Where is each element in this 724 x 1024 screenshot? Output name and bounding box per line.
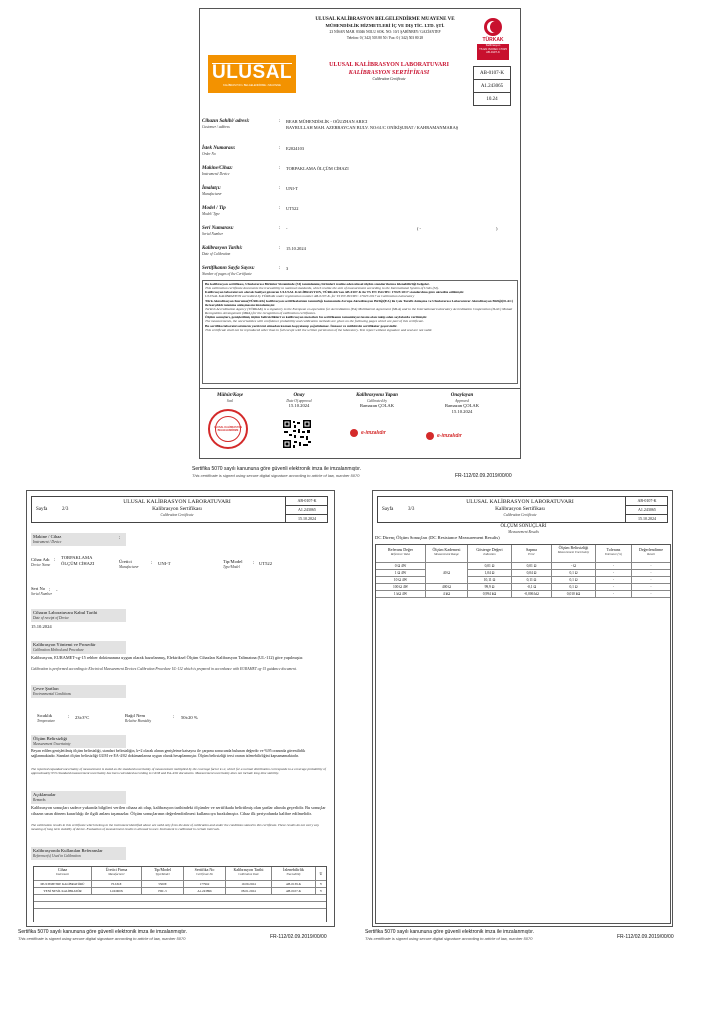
lab-title: ULUSAL KALİBRASYON LABORATUVARI — [466, 499, 574, 505]
cert-title: Kalibrasyon Sertifikası — [495, 506, 545, 512]
note-8: The measurements, the uncertainties with confidence probability and calibration methods are given on the following pages which are part of this certificate. — [205, 319, 424, 324]
cert-no: A1.243065 — [626, 506, 668, 515]
page3-footer-en: This certificate is signed using secure digital signature according to article of law, number 5070 — [365, 936, 533, 941]
result-row-1: 0 Ω 4W — [376, 563, 426, 570]
turkak-label: TÜRKAK — [482, 37, 504, 43]
page-value: 2/3 — [62, 507, 69, 512]
references-section-header: Kalibrasyonda Kullanılan Referanslar Reference(s) Used in Calibration — [31, 847, 126, 860]
page-value: 3/3 — [408, 507, 415, 512]
page2-footer: Sertifika 5070 sayılı kanununa göre güvenli elektronik imza ile imzalanmıştır. — [18, 929, 187, 935]
result-row-3: 10 Ω 4W — [376, 577, 426, 584]
page2-header — [31, 496, 328, 523]
manufacturer-value: UNI-T — [158, 561, 171, 566]
month: 10.24 — [486, 97, 498, 102]
references-table: Cihaz Instrument Üretici Firma Manufacturer Tip/Model Type/Model Sertifika No Certificate No Kalibrasyon Tarihi Calibration Date İzlenebilirlik Traceability U MULTIMETRE KALİBRATÖRÜ FLUKE 5500E 177962 19.09.2024 AB-0139-K Y YENİ NESİL KALİBRATÖR LOOMIX HIC-3 A1.243896 08.01.2024 AB-0107-K Y — [33, 866, 327, 922]
serial-paren-close: ) — [496, 226, 498, 231]
note-7: Ölçüm sonuçları, genişletilmiş ölçüm belirsizlikleri ve kalibrasyon metotları bu sertifikanın tamamlayıcı kısmı olan takip eden sayfalarda verilmiştir. — [205, 315, 428, 320]
org-header — [295, 17, 475, 41]
certificate-page-1: ULUSAL KALİBRASYON BELGELENDİRME MUAYENE VE MÜHENDİSLİK HİZMETLERİ İÇ VE DIŞ TİC. LTD. ŞTİ. 23 NİSAN MAH. 83046 NOLU SOK. NO: 10/1 ŞAHİNBEY/ GAZİANTEP Telefon: 0 ( 342) 503 80 50 / Fax: 0 ( 342) 503 80 28 TÜRKAK Kalibrasyon TS EN ISO/IEC 17025 AB-0107-K ULUSAL KALİBRASYON • BELGELENDİRME • MUAYENE ULUSAL KALİBRASYON LABORATUVARI KALİBRASYON SERTİFİKASI Calibration Certificate AB-0107-K A1.243065 10.24 Cihazın Sahibi/ adresi: Customer / address : BEAR MÜHENDİSLİK - OĞUZHAN ARICI BAYRULLAH MAH. AZERBAYCAN BULV. NO:61/C ONİKİŞUBAT / KAHRAMANMARAŞ İstek Numarası: Order No : E2024103 Makine/Cihaz: Instrument/ Device : TORPAKLAMA ÖLÇÜM CİHAZI İmalatçı: Manufacturer : UNI-T Model / Tip Model/ Type : UT522 Seri Numarası: Serial Number : - ( - ) Kalibrasyon Tarihi: Date of Calibration : 15.10.2024 Sertifikanın Sayfa Sayısı: Number of pages of the Certificate : 3 Bu kalibrasyon sertifikası, Uluslararası Birimler Sisteminde (SI) tanımlanmış birimleri realize eden ulusal ölçüm standartlarına izlenebilirliği belgeler. This calibration certificate documents the traceability to national standards, which realize the unit of measurement according to the International System of Units (SI). Kalibrasyon laboratuvarı olarak faaliyet gösteren ULUSAL KALİBRASYON, TÜRKAK'tan AB-0107-K ile TS EN ISO/IEC 17025:2017 standardına göre akredite edilmiştir. ULUSAL KALİBRASYON accredited by TÜRKAK under registration number AB-0107-K. for TS EN ISO/IEC 17025:2017 as Calibration Laboratory Türk Akreditasyon Kurumu(TÜRKAK) kalibrasyon sertifikalarının tanınırlığı konusunda Avrupa Akreditasyon Birliği(EA) ile Çok Taraflı Anlaşma ve Uluslararası Laboratuvar Akreditasyon Birliği(ILAC) ile karşılıklı tanınma anlaşmasını imzalamıştır. Turkish Accreditation Agency (TÜRKAK) is a signatory to the European co-operation for Accreditation (EA) Multilateral Agreement (MLA) and to the International Laboratory Accreditation Cooperation (ILAC) Mutual Recognition Arrangement (MRA) for the recognition of calibration certificates. Ölçüm sonuçları, genişletilmiş ölçüm belirsizlikleri ve kalibrasyon metotları bu sertifikanın tamamlayıcı kısmı olan takip eden sayfalarda verilmiştir. The measurements, the uncertainties with confidence probability and calibration methods are given on the following pages which are part of this certificate. Bu sertifika laboratuvarımızın yazılı izni olmadan kısmen kopyalanıp çoğaltılamaz. İmzasız ve mühürsüz sertifikalar geçersizdir. This certificate shall not be reproduced other than in full except with the written permission of the laboratory. Test report without signature and seal are not valid. — [199, 8, 521, 389]
customer-address: BAYRULLAH MAH. AZERBAYCAN BULV. NO:61/C ONİKİŞUBAT / KAHRAMANMARAŞ — [286, 125, 459, 130]
page1-footer-en: This certificate is signed using secure digital signature according to article of law, number 5070 — [192, 473, 360, 478]
field-customer: Cihazın Sahibi/ adresi: Customer / address — [202, 119, 250, 129]
turkak-sub: Kalibrasyon — [485, 43, 501, 47]
accept-section-header: Cihazın Laboratuvara Kabul Tarihi Date of receipt of Device — [31, 609, 126, 622]
turkak-logo — [476, 18, 510, 62]
page3-header — [377, 496, 668, 523]
humidity-label: Bağıl Nem — [125, 713, 146, 718]
lab-title: ULUSAL KALİBRASYON LABORATUVARI — [123, 499, 231, 505]
page1-footer-code: FR-112/02.09.2019/00/00 — [455, 473, 512, 479]
e-sign-icon — [426, 432, 434, 440]
procedure-section-header: Kalibrasyon Yöntemi ve Prosedür Calibration Method and Procedure — [31, 641, 126, 654]
field-serial: Seri Numarası: Serial Number — [202, 226, 234, 236]
field-calib-date: Kalibrasyon Tarihi: Date of Calibration — [202, 246, 243, 256]
field-order: İstek Numarası: Order No — [202, 146, 236, 156]
procedure-text: Kalibrasyon, EURAMET-cg-15 rehber dokümanına uygun olarak hazırlanmış, Elektriksel Ölçüm Cihazları Kalibrasyon Talimatına (UL-112) göre yapılmıştır. — [31, 655, 304, 660]
page1-footer: Sertifika 5070 sayılı kanununa göre güvenli elektronik imza ile imzalanmıştır. — [192, 466, 361, 472]
results-table-title: DC Direnç Ölçüm Sonuçları (DC Resistance Measurement Results) — [375, 535, 500, 540]
page-label: Sayfa — [382, 507, 394, 512]
field-manufacturer: İmalatçı: Manufacturer — [202, 186, 222, 196]
cert-subtitle: Calibration Certificate — [503, 513, 537, 517]
notes-list — [205, 282, 515, 332]
title-block — [304, 61, 474, 82]
cert-title: KALİBRASYON SERTİFİKASI — [348, 70, 430, 76]
stamp-text: ULUSAL KALİBRASYON BELGELENDİRME — [214, 426, 242, 432]
result-row-5: 1 kΩ 4W — [376, 591, 426, 598]
manufacturer-label: Üretici — [119, 559, 132, 564]
serial-label: Seri No — [31, 586, 46, 591]
company-stamp — [208, 409, 248, 449]
field-pages: Sertifikanın Sayfa Sayısı: Number of pages of the Certificate — [202, 266, 255, 276]
org-phone: Telefon: 0 ( 342) 503 80 50 / Fax: 0 ( 342) 503 80 28 — [346, 36, 424, 40]
humidity-value: 50±20 % — [181, 715, 198, 720]
manufacturer-value: UNI-T — [286, 186, 298, 191]
cert-no: A1.243065 — [286, 506, 328, 515]
logo-sub: KALİBRASYON • BELGELENDİRME • MUAYENE — [223, 84, 281, 87]
field-model: Model / Tip Model/ Type — [202, 206, 226, 216]
remarks-section-header: Açıklamalar Remarks — [31, 791, 126, 804]
note-5: Türk Akreditasyon Kurumu(TÜRKAK) kalibrasyon sertifikalarının tanınırlığı konusunda Avrupa Akreditasyon Birliği(EA) ile Çok Taraflı Anlaşma ve Uluslararası Laboratuvar Akreditasyon Birliği(ILAC) ile karşılıklı tanınma anlaşmasını imzalamıştır. — [205, 298, 514, 307]
certificate-page-3 — [372, 490, 673, 927]
seal-label: Mühür/Kaşe — [216, 393, 244, 398]
calibrated-by-label: Kalibrasyonu Yapan — [356, 393, 398, 398]
result-row-4: 100 Ω 4W — [376, 584, 426, 591]
note-10: This certificate shall not be reproduced other than in full except with the written permission of the laboratory. Test report without signature and seal are not valid. — [205, 327, 433, 332]
results-table: Referans Değer Reference Value Ölçüm Kademesi Measurement Range Gösterge Değeri Indication Sapma Error Ölçüm Belirsizliği Measurement Uncertainty Tolerans Tolerance (%) Değerlendirme Result 0 Ω 4W 0,01 Ω 0,01 Ω - Ω - - 1 Ω 4W 40 Ω 1,04 Ω 0,04 Ω 0,1 Ω - - 10 Ω 4W 10,11 Ω 0,11 Ω 0,1 Ω - - 100 Ω 4W 400 Ω 99,9 Ω -0,1 Ω 0,1 Ω - - 1 kΩ 4W 4 kΩ 0,994 kΩ -0,006 kΩ 0,010 kΩ - - — [375, 544, 671, 924]
approval-date: 15.10.2024 — [288, 403, 310, 409]
approver-name: Ramazan ÇOLAK — [444, 403, 480, 409]
field-device: Makine/Cihaz: Instrument/ Device — [202, 166, 233, 176]
device-value: TORPAKLAMA ÖLÇÜM CİHAZI — [286, 166, 349, 171]
org-name-2: MÜHENDİSLİK HİZMETLERİ İÇ VE DIŞ TİC. LTD. ŞTİ. — [325, 23, 445, 28]
accept-date-value: 15.10.2024 — [31, 624, 52, 629]
temperature-label: Sıcaklık — [37, 713, 53, 718]
device-name-label: Cihaz Adı — [31, 557, 50, 562]
cert-subtitle: Calibration Certificate — [372, 77, 406, 81]
order-value: E2024103 — [286, 146, 305, 151]
ref-row-1-device: MULTIMETRE KALİBRATÖRÜ — [34, 881, 92, 888]
lab-title: ULUSAL KALİBRASYON LABORATUVARI — [329, 62, 449, 68]
page3-footer-code: FR-112/02.09.2019/00/00 — [617, 934, 674, 940]
results-subtitle: Measurement Results — [508, 530, 539, 534]
model-value: UT522 — [286, 206, 299, 211]
result-row-2: 1 Ω 4W — [376, 570, 426, 577]
notes-block — [202, 280, 518, 384]
ref-row-2-device: YENİ NESİL KALİBRATÖR — [34, 888, 92, 895]
page3-footer: Sertifika 5070 sayılı kanununa göre güvenli elektronik imza ile imzalanmıştır. — [365, 929, 534, 935]
note-4: ULUSAL KALİBRASYON accredited by TÜRKAK under registration number AB-0107-K. for TS EN ISO/IEC 17025:2017 as Calibration Laboratory — [205, 294, 415, 299]
org-address: 23 NİSAN MAH. 83046 NOLU SOK. NO: 10/1 ŞAHİNBEY/ GAZİANTEP — [329, 30, 441, 34]
certificate-page-2: Sayfa 2/3 ULUSAL KALİBRASYON LABORATUVARI Kalibrasyon Sertifikası Calibration Certificate AB-0107-K A1.243065 15.10.2024 Makine / Cihaz Instrument / Device : Cihaz Adı Device Name : TORPAKLAMA ÖLÇÜM CİHAZI Üretici Manufacturer : UNI-T Tip/Model Type/Model : UT522 Seri No Serial Number : - Cihazın Laboratuvara Kabul Tarihi Date of receipt of Device 15.10.2024 Kalibrasyon Yöntemi ve Prosedür Calibration Method and Procedure Kalibrasyon, EURAMET-cg-15 rehber dokümanına uygun olarak hazırlanmış, Elektriksel Ölçüm Cihazları Kalibrasyon Talimatına (UL-112) göre yapılmıştır. Calibration is performed according to Electrical Measurement Devices Calibration Procedure UL-112 which is prepared in accordance with EURAMET cg-15 guidance document. Çevre Şartları Environmental Conditions Sıcaklık Temperature : 23±3°C Bağıl Nem Relative Humidity : 50±20 % Ölçüm Belirsizliği Measurement Uncertainty Beyan edilen genişletilmiş ölçüm belirsizliği, standart belirsizliğin, k=2 olarak alınan genişletme katsayısı ile çarpımı sonucunda bulunan değerdir ve %95 oranında güvenilirlik sağlanmaktadır. Standart ölçüm belirsizliği GUM ve EA-4/02 dokümanlarına uygun olarak hesaplanmıştır. Ölçüm belirsizliği tersi oranın izlenebilirliğini kapsamamaktadır. The reported expanded uncertainty of measurement is stated as the standard uncertainty of measurement multiplied by the coverage factor k=2, which for a normal distribution corresponds to a coverage probability of approximately 95% Standard measurement uncertainty has been calculated according to GUM and EA-4/02 documents. Measurement uncertainty does not include long time stability. Açıklamalar Remarks Kalibrasyon sonuçları sadece yukarıda bilgileri verilen cihaza ait olup, kalibrasyon tarihindeki ölçümler ve sertifikada belirtilmiş olan şartlar altında geçerlidir. Bu sonuçlar cihazın uzun dönem kararlılığı ile ilgili anlam taşımazlar. Ölçüm sonuçlarının değerlendirilmesi kullanıcıya bırakılmıştır. Cihaz ilk periyodunda kalibre edilmelidir. The calibration results in this certificate which belong to the instrument identified above are valid only from the date of calibration and under the conditions stated in this certificate. These results do not carry any meaning of long term stability of device. Evaluation of measurement results is allowed to user. Instrument is calibrated in certain intervals. Kalibrasyonda Kullanılan Referanslar Reference(s) Used in Calibration Cihaz Instrument Üretici Firma Manufacturer Tip/Model Type/Model Sertifika No Certificate No Kalibrasyon Tarihi Calibration Date İzlenebilirlik Traceability U MULTIMETRE KALİBRATÖRÜ FLUKE 5500E 177962 19.09.2024 AB-0139-K Y YENİ NESİL KALİBRATÖR LOOMIX HIC-3 A1.243896 08.01.2024 AB-0107-K Y — [26, 490, 335, 927]
ref-no: AB-0107-K — [286, 497, 328, 506]
cert-title: Kalibrasyon Sertifikası — [152, 506, 202, 512]
ulusal-logo — [208, 55, 296, 93]
org-name: ULUSAL KALİBRASYON BELGELENDİRME MUAYENE VE — [315, 17, 455, 22]
ref-boxes — [473, 66, 511, 106]
logo-text: ULUSAL — [211, 62, 293, 83]
note-2: This calibration certificate documents the traceability to national standards, which realize the unit of measurement according to the International System of Units (SI). — [205, 286, 439, 291]
turkak-no: AB-0107-K — [486, 50, 500, 55]
note-1: Bu kalibrasyon sertifikası, Uluslararası Birimler Sisteminde (SI) tanımlanmış birimleri realize eden ulusal ölçüm standartlarına izlenebilirliği belgeler. — [205, 282, 430, 286]
approval-label: Onay — [293, 393, 305, 398]
calib-date-value: 15.10.2024 — [286, 246, 306, 251]
procedure-text-en: Calibration is performed according to Electrical Measurement Devices Calibration Procedure UL-112 which is prepared in accordance with EURAMET cg-15 guidance document. — [31, 667, 297, 671]
uncertainty-text: Beyan edilen genişletilmiş ölçüm belirsizliği, standart belirsizliğin, k=2 olarak alınan genişletme katsayısı ile çarpımı sonucunda bulunan değerdir ve %95 oranında güvenilirlik sağlanmaktadır. Standart ölçüm belirsizliği GUM ve EA-4/02 dokümanlarına uygun olarak hesaplanmıştır. Ölçüm belirsizliği tersi oranın izlenebilirliğini kapsamamaktadır. — [31, 749, 306, 758]
uncertainty-text-en: The reported expanded uncertainty of measurement is stated as the standard uncertainty of measurement multiplied by the coverage factor k=2, which for a normal distribution corresponds to a coverage probability of approximately 95% Standard measurement uncertainty has been calculated according to GUM and EA-4/02 documents. Measurement uncertainty does not include long time stability. — [31, 767, 326, 776]
results-title: ÖLÇÜM SONUÇLARI — [500, 524, 547, 529]
device-name-value: TORPAKLAMA ÖLÇÜM CİHAZI — [61, 555, 95, 566]
temperature-value: 23±3°C — [75, 715, 90, 720]
device-section-header: Makine / Cihaz Instrument / Device : — [31, 533, 126, 546]
date: 15.10.2024 — [298, 516, 316, 521]
serial-value: - — [286, 226, 288, 231]
qr-code-icon — [282, 419, 312, 449]
model-value: UT522 — [259, 561, 273, 566]
cert-no: A1.243065 — [474, 82, 510, 93]
date: 15.10.2024 — [638, 516, 656, 521]
note-3: Kalibrasyon laboratuvarı olarak faaliyet gösteren ULUSAL KALİBRASYON, TÜRKAK'tan AB-0107-K ile TS EN ISO/IEC 17025:2017 standardına göre akredite edilmiştir. — [205, 290, 465, 295]
model-label: Tip/Model — [223, 559, 243, 564]
ref-no: AB-0107-K — [626, 497, 668, 506]
page2-footer-en: This certificate is signed using secure digital signature according to article of law, number 5070 — [18, 936, 186, 941]
turkak-code: TS EN ISO/IEC 17025 — [479, 46, 507, 51]
remarks-text-en: The calibration results in this certificate which belong to the instrument identified above are valid only from the date of calibration and under the conditions stated in this certificate. These results do not carry any meaning of long term stability of device. Evaluation of measurement results is allowed to user. Instrument is calibrated in certain intervals. — [31, 823, 319, 832]
note-6: Turkish Accreditation Agency (TÜRKAK) is a signatory to the European co-operation for Accreditation (EA) Multilateral Agreement (MLA) and to the International Laboratory Accreditation Cooperation (ILAC) Mutual Recognition Arrangement (MRA) for the recognition of calibration certificates. — [205, 306, 513, 316]
pages-value: 3 — [286, 266, 289, 271]
approver-date: 15.10.2024 — [451, 409, 473, 415]
env-section-header: Çevre Şartları Environmental Conditions — [31, 685, 126, 698]
signature-section: Mühür/Kaşe Seal ULUSAL KALİBRASYON BELGELENDİRME Onay Date Of approval 15.10.2024 Kalibrasyonu Yapan Calibrated by Ramazan ÇOLAK e-imzalıdır Onaylayan Approved Ramazan ÇOLAK 15.10.2024 e-imzalıdır — [199, 389, 521, 459]
page-label: Sayfa — [36, 507, 48, 512]
customer-value: BEAR MÜHENDİSLİK - OĞUZHAN ARICI — [286, 119, 368, 124]
remarks-text: Kalibrasyon sonuçları sadece yukarıda bilgileri verilen cihaza ait olup, kalibrasyon tarihindeki ölçümler ve sertifikada belirtilmiş olan şartlar altında geçerlidir. Bu sonuçlar cihazın uzun dönem kararlılığı ile ilgili anlam taşımazlar. Ölçüm sonuçlarının değerlendirilmesi kullanıcıya bırakılmıştır. Cihaz ilk periyodunda kalibre edilmelidir. — [31, 805, 326, 816]
serial-paren: ( - — [417, 226, 422, 231]
calibrated-by-name: Ramazan ÇOLAK — [359, 403, 395, 409]
note-9: Bu sertifika laboratuvarımızın yazılı izni olmadan kısmen kopyalanıp çoğaltılamaz. İmzasız ve mühürsüz sertifikalar geçersizdir. — [205, 323, 398, 328]
turkak-crescent-icon — [484, 18, 502, 36]
cert-subtitle: Calibration Certificate — [160, 513, 194, 517]
uncertainty-section-header: Ölçüm Belirsizliği Measurement Uncertainty — [31, 735, 126, 748]
e-sign-icon — [350, 429, 358, 437]
page2-footer-code: FR-112/02.09.2019/00/00 — [270, 934, 327, 940]
ref-no: AB-0107-K — [474, 69, 510, 80]
approver-label: Onaylayan — [450, 393, 474, 398]
serial-value: - — [56, 588, 58, 593]
